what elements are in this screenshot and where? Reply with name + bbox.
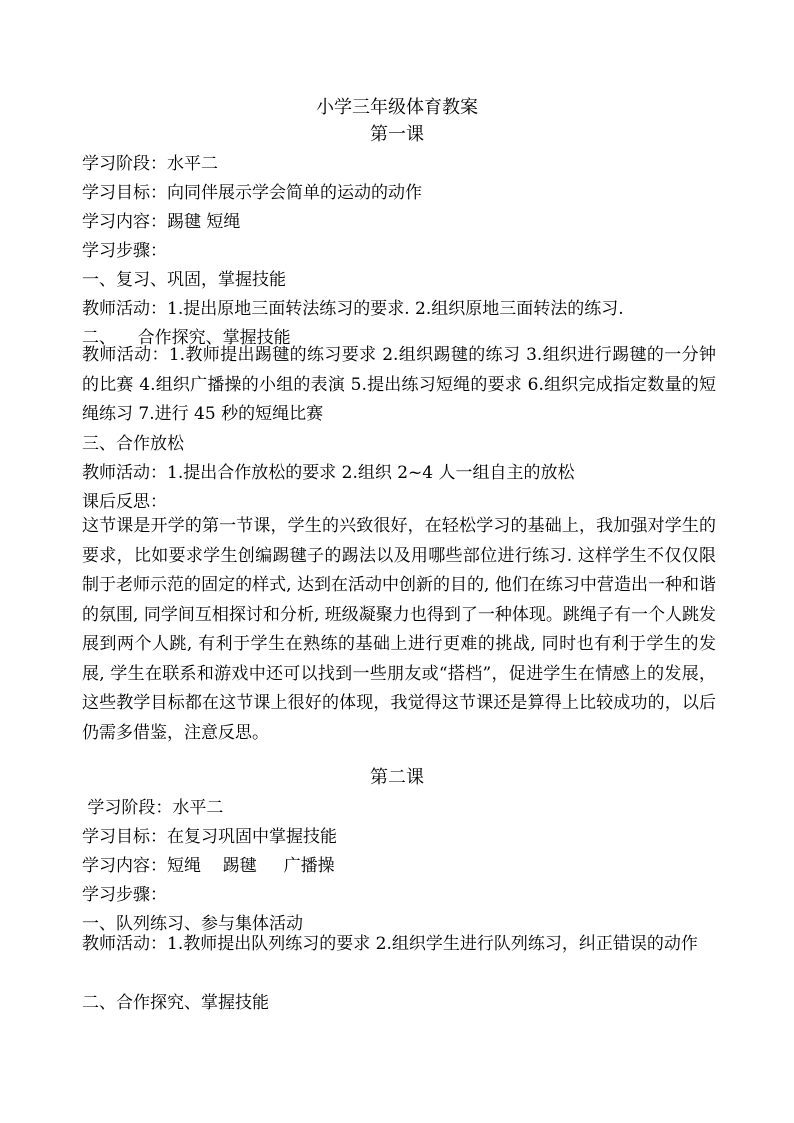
lesson2-steps-label: 学习步骤：: [82, 885, 167, 905]
lesson1-steps-label: 学习步骤：: [82, 241, 167, 261]
lesson2-stage: 学习阶段：水平二: [82, 798, 224, 818]
lesson1-goal: 学习目标：向同伴展示学会简单的运动的动作: [82, 183, 422, 203]
lesson2-step1-activity: 教师活动：1.教师提出队列练习的要求 2.组织学生进行队列练习，纠正错误的动作: [82, 934, 698, 954]
lesson1-step3-title: 三、合作放松: [82, 434, 184, 454]
lesson1-stage: 学习阶段：水平二: [82, 154, 218, 174]
lesson1-step2-activity: 教师活动：1.教师提出踢毽的练习要求 2.组织踢毽的练习 3.组织进行踢毽的一分钟的比赛 4.组织广播操的小组的表演 5.提出练习短绳的要求 6.组织完成指定数量的短绳练习 7.进行 45 秒的短绳比赛: [82, 345, 716, 424]
document-title: 小学三年级体育教案: [316, 97, 478, 118]
lesson2-step2-title: 二、合作探究、掌握技能: [82, 993, 269, 1013]
lesson1-content: 学习内容：踢毽 短绳: [82, 212, 241, 232]
lesson2-heading: 第二课: [370, 767, 424, 788]
lesson1-reflection-label: 课后反思：: [82, 492, 167, 512]
lesson2-content: 学习内容：短绳 踢毽 广播操: [82, 856, 335, 876]
lesson2-goal: 学习目标：在复习巩固中掌握技能: [82, 827, 337, 847]
lesson1-step1-title: 一、复习、巩固，掌握技能: [82, 270, 286, 290]
lesson1-heading: 第一课: [370, 124, 424, 145]
lesson1-step2-title: 二、 合作探究、掌握技能: [82, 328, 291, 348]
lesson1-step1-activity: 教师活动：1.提出原地三面转法练习的要求. 2.组织原地三面转法的练习.: [82, 299, 624, 319]
lesson2-step1-title: 一、队列练习、参与集体活动: [82, 914, 303, 934]
lesson1-reflection: 这节课是开学的第一节课，学生的兴致很好，在轻松学习的基础上，我加强对学生的要求，比如要求学生创编踢毽子的踢法以及用哪些部位进行练习. 这样学生不仅仅限制于老师示范的固定的样式, 达到在活动中创新的目的, 他们在练习中营造出一种和谐的氛围, 同学间互相探讨和分析, 班级凝聚力也得到了一种体现。跳绳子有一个人跳发展到两个人跳, 有利于学生在熟练的基础上进行更难的挑战, 同时也有利于学生的发展, 学生在联系和游戏中还可以找到一些朋友或“搭档”，促进学生在情感上的发展，这些教学目标都在这节课上很好的体现，我觉得这节课还是算得上比较成功的，以后仍需多借鉴，注意反思。: [82, 516, 716, 743]
lesson1-step3-activity: 教师活动：1.提出合作放松的要求 2.组织 2~4 人一组自主的放松: [82, 463, 575, 483]
